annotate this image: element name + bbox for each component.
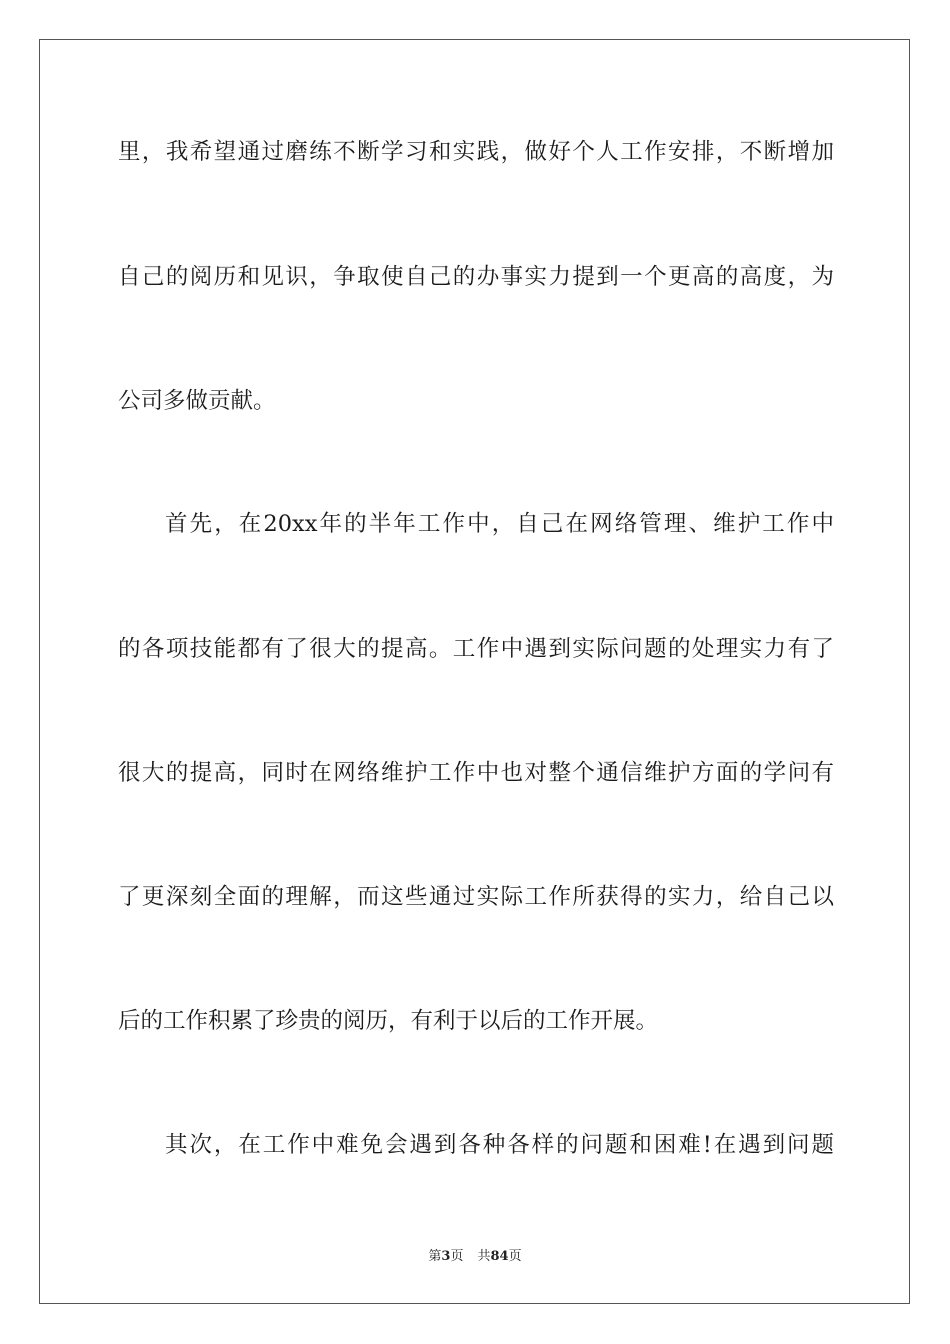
body-text-line-5: 的各项技能都有了很大的提高。工作中遇到实际问题的处理实力有了 [118,636,834,662]
page-frame [39,39,910,1304]
total-label-suffix: 页 [508,1249,522,1264]
body-text-line-4: 首先，在20xx年的半年工作中，自己在网络管理、维护工作中 [165,511,834,537]
total-label-prefix: 共 [477,1249,491,1264]
body-text-line-1: 里，我希望通过磨练不断学习和实践，做好个人工作安排，不断增加 [118,139,834,165]
body-text-line-6: 很大的提高，同时在网络维护工作中也对整个通信维护方面的学问有 [118,760,834,786]
page-footer [0,1248,950,1266]
total-pages: 84 [490,1249,509,1264]
page-label-suffix: 页 [450,1249,464,1264]
body-text-line-9: 其次，在工作中难免会遇到各种各样的问题和困难!在遇到问题 [165,1132,834,1158]
body-text-line-2: 自己的阅历和见识，争取使自己的办事实力提到一个更高的高度，为 [118,264,834,290]
body-text-line-3: 公司多做贡献。 [118,388,276,414]
body-text-line-8: 后的工作积累了珍贵的阅历，有利于以后的工作开展。 [118,1008,659,1034]
page-number: 3 [441,1249,451,1264]
body-text-line-7: 了更深刻全面的理解，而这些通过实际工作所获得的实力，给自己以 [118,884,834,910]
page-label-prefix: 第 [428,1249,442,1264]
